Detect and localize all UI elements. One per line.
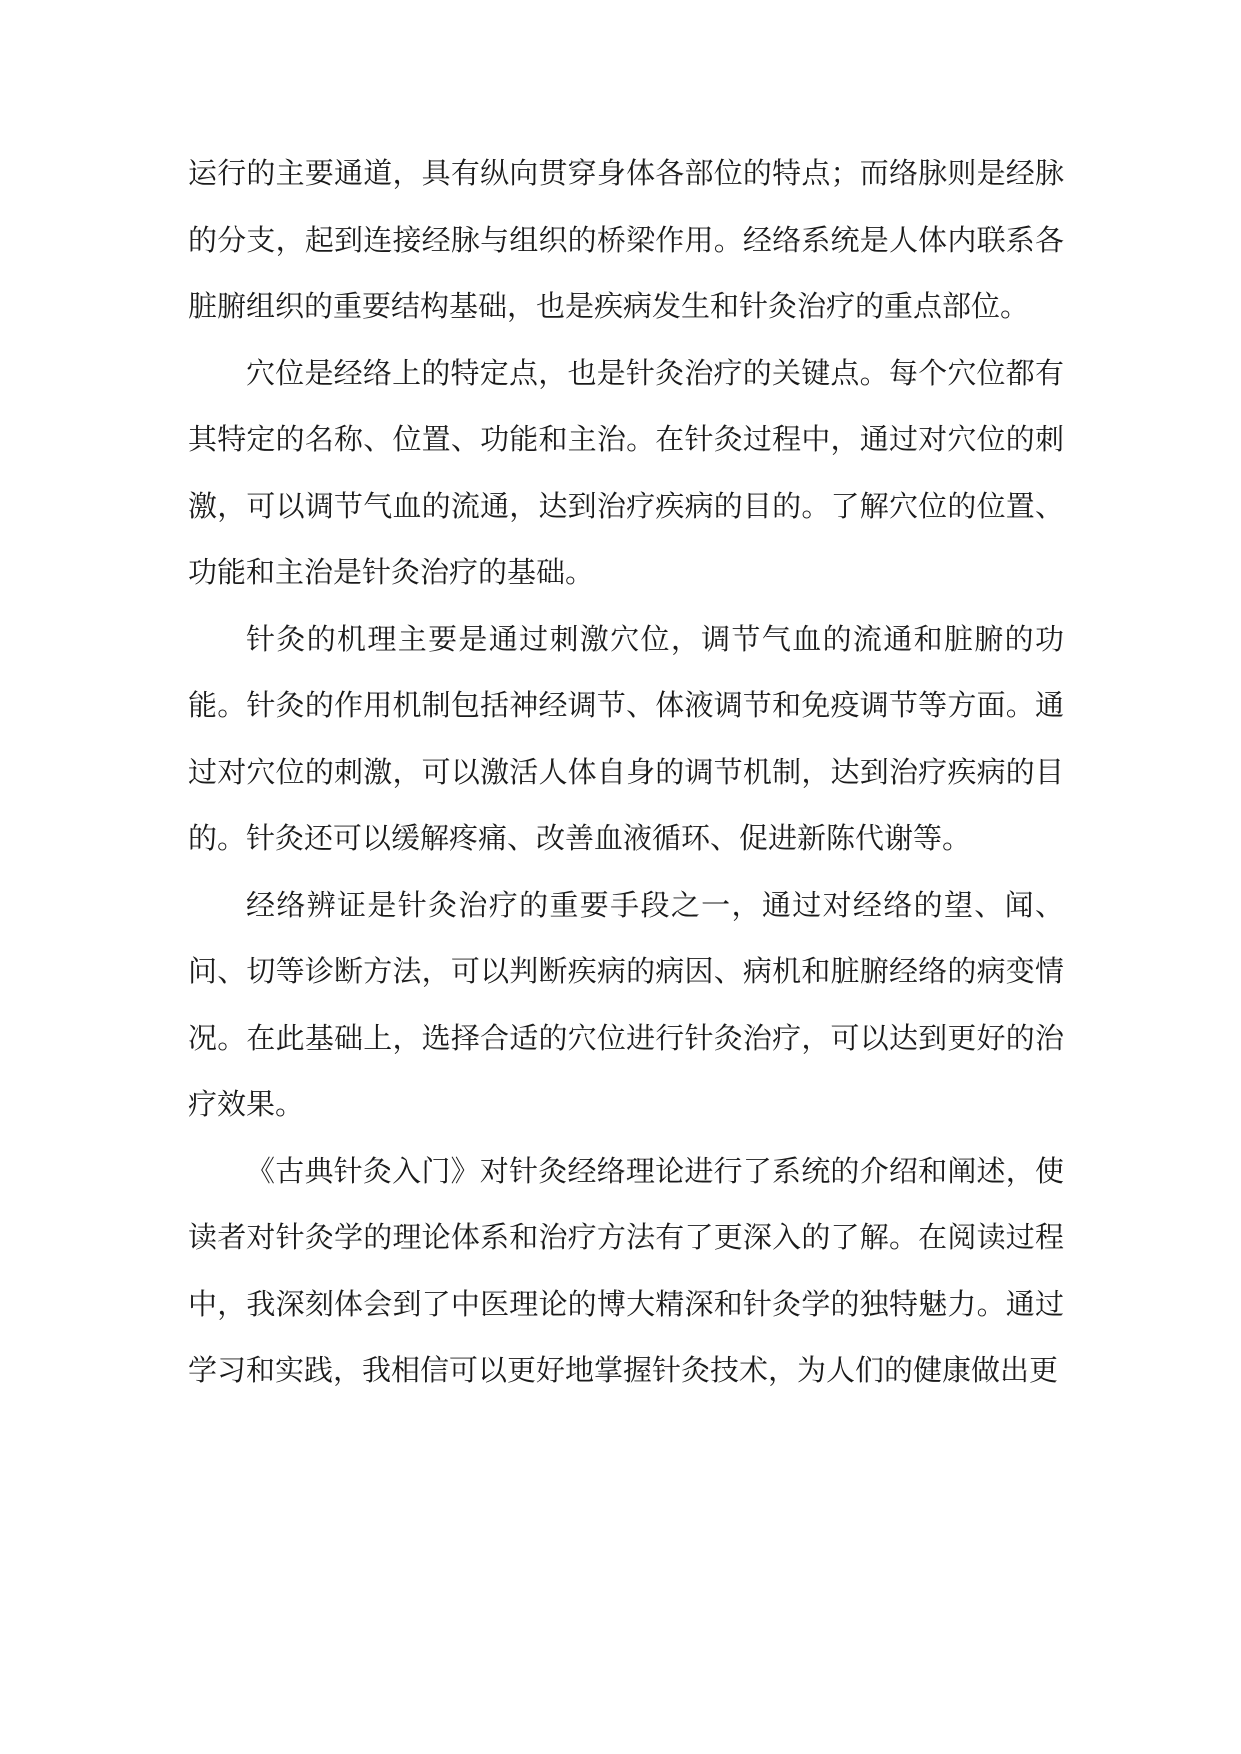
paragraph-mechanism: 针灸的机理主要是通过刺激穴位，调节气血的流通和脏腑的功能。针灸的作用机制包括神经调节、体液调节和免疫调节等方面。通过对穴位的刺激，可以激活人体自身的调节机制，达到治疗疾病的目的。针灸还可以缓解疼痛、改善血液循环、促进新陈代谢等。 (188, 621, 1064, 855)
paragraph-meridian-diagnosis: 经络辨证是针灸治疗的重要手段之一，通过对经络的望、闻、问、切等诊断方法，可以判断疾病的病因、病机和脏腑经络的病变情况。在此基础上，选择合适的穴位进行针灸治疗，可以达到更好的治疗效果。 (188, 887, 1064, 1121)
paragraph-acupoints: 穴位是经络上的特定点，也是针灸治疗的关键点。每个穴位都有其特定的名称、位置、功能和主治。在针灸过程中，通过对穴位的刺激，可以调节气血的流通，达到治疗疾病的目的。了解穴位的位置、功能和主治是针灸治疗的基础。 (188, 355, 1064, 589)
paragraph-book-review: 《古典针灸入门》对针灸经络理论进行了系统的介绍和阐述，使读者对针灸学的理论体系和治疗方法有了更深入的了解。在阅读过程中，我深刻体会到了中医理论的博大精深和针灸学的独特魅力。通过学习和实践，我相信可以更好地掌握针灸技术，为人们的健康做出更 (188, 1153, 1064, 1387)
paragraph-continuation: 运行的主要通道，具有纵向贯穿身体各部位的特点；而络脉则是经脉的分支，起到连接经脉与组织的桥梁作用。经络系统是人体内联系各脏腑组织的重要结构基础，也是疾病发生和针灸治疗的重点部位。 (188, 156, 1064, 323)
document-body (188, 140, 1064, 1404)
